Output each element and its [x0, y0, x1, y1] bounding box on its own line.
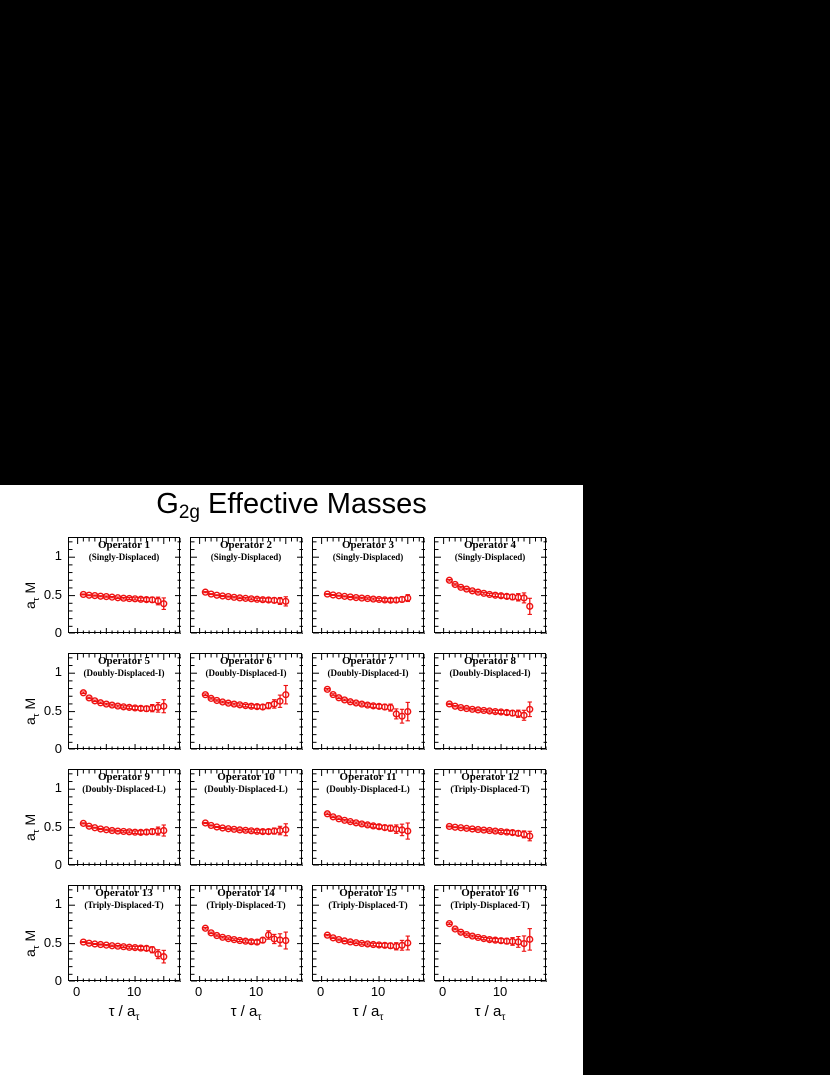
y-tick-label: 0.5	[43, 934, 62, 950]
operator-label: Operator 3	[341, 539, 395, 551]
y-tick-label: 0.5	[43, 586, 62, 602]
operator-label: Operator 11	[339, 771, 397, 783]
data-series	[446, 701, 532, 720]
operator-sublabel: (Doubly-Displaced-I)	[83, 668, 165, 678]
y-tick-label: 0.5	[43, 702, 62, 718]
data-series	[446, 577, 532, 614]
x-tick-label: 0	[72, 984, 81, 999]
x-tick-label: 0	[194, 984, 203, 999]
operator-label: Operator 12	[461, 771, 519, 783]
operator-label: Operator 9	[97, 771, 151, 783]
operator-label: Operator 13	[95, 887, 153, 899]
title-subscript: 2g	[178, 502, 200, 523]
figure-panel	[0, 485, 583, 1075]
y-axis-label: $a_\tau$ M	[22, 697, 42, 725]
operator-label: Operator 1	[97, 539, 151, 551]
y-tick-label: 0	[54, 625, 62, 640]
y-tick-label: 1	[54, 548, 62, 564]
x-axis-label: τ / $a_\tau$	[108, 1003, 140, 1023]
x-axis-label: τ / $a_\tau$	[474, 1003, 506, 1023]
x-tick-label: 10	[370, 984, 386, 999]
operator-sublabel: (Triply-Displaced-T)	[84, 900, 164, 910]
data-series	[324, 591, 410, 603]
operator-sublabel: (Doubly-Displaced-L)	[204, 784, 288, 794]
x-tick-label: 10	[492, 984, 508, 999]
operator-label: Operator 15	[339, 887, 397, 899]
y-tick-label: 0	[54, 973, 62, 988]
operator-sublabel: (Doubly-Displaced-I)	[205, 668, 287, 678]
y-axis-label: $a_\tau$ M	[22, 929, 42, 957]
operator-label: Operator 14	[217, 887, 275, 899]
subplot-grid	[0, 529, 583, 1075]
title-main: G	[156, 488, 179, 520]
operator-sublabel: (Doubly-Displaced-L)	[82, 784, 166, 794]
operator-label: Operator 7	[341, 655, 395, 667]
operator-sublabel: (Triply-Displaced-T)	[450, 784, 530, 794]
y-tick-label: 1	[54, 780, 62, 796]
operator-sublabel: (Singly-Displaced)	[454, 552, 526, 562]
y-tick-label: 1	[54, 896, 62, 912]
data-series	[446, 921, 532, 952]
operator-sublabel: (Singly-Displaced)	[332, 552, 404, 562]
data-series	[80, 592, 166, 610]
y-tick-label: 1	[54, 664, 62, 680]
operator-sublabel: (Doubly-Displaced-L)	[326, 784, 410, 794]
operator-label: Operator 4	[463, 539, 517, 551]
operator-label: Operator 6	[219, 655, 273, 667]
operator-sublabel: (Triply-Displaced-T)	[450, 900, 530, 910]
operator-sublabel: (Singly-Displaced)	[88, 552, 160, 562]
data-series	[80, 690, 166, 713]
x-axis-label: τ / $a_\tau$	[352, 1003, 384, 1023]
x-tick-label: 10	[126, 984, 142, 999]
x-tick-label: 0	[316, 984, 325, 999]
figure-title	[0, 488, 583, 524]
data-series	[202, 589, 288, 606]
data-series	[324, 811, 410, 839]
operator-label: Operator 5	[97, 655, 151, 667]
data-series	[80, 820, 166, 836]
data-series	[202, 925, 288, 949]
title-rest: Effective Masses	[199, 488, 427, 520]
data-series	[446, 824, 532, 841]
operator-label: Operator 10	[217, 771, 275, 783]
y-tick-label: 0	[54, 857, 62, 872]
data-series	[80, 939, 166, 963]
x-tick-label: 0	[438, 984, 447, 999]
x-axis-label: τ / $a_\tau$	[230, 1003, 262, 1023]
operator-label: Operator 2	[219, 539, 273, 551]
operator-sublabel: (Doubly-Displaced-I)	[449, 668, 531, 678]
y-tick-label: 0	[54, 741, 62, 756]
operator-sublabel: (Singly-Displaced)	[210, 552, 282, 562]
operator-sublabel: (Triply-Displaced-T)	[206, 900, 286, 910]
operator-sublabel: (Doubly-Displaced-I)	[327, 668, 409, 678]
data-series	[324, 932, 410, 950]
operator-label: Operator 16	[461, 887, 519, 899]
operator-sublabel: (Triply-Displaced-T)	[328, 900, 408, 910]
data-series	[202, 820, 288, 836]
data-series	[324, 686, 410, 723]
y-tick-label: 0.5	[43, 818, 62, 834]
x-tick-label: 10	[248, 984, 264, 999]
y-axis-label: $a_\tau$ M	[22, 581, 42, 609]
y-axis-label: $a_\tau$ M	[22, 813, 42, 841]
operator-label: Operator 8	[463, 655, 517, 667]
data-series	[202, 685, 288, 709]
